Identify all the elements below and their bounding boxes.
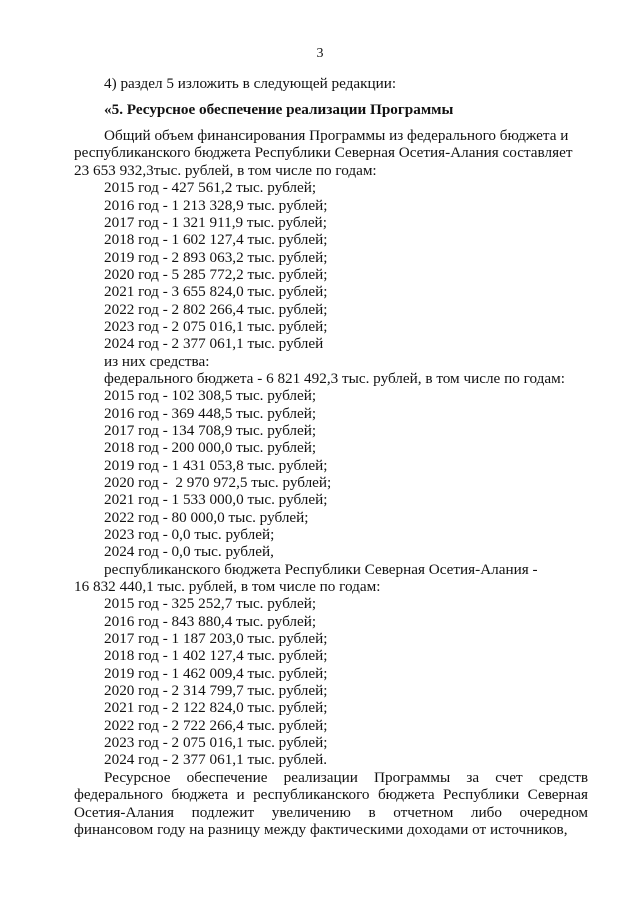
federal-year-line: 2021 год - 1 533 000,0 тыс. рублей; [104, 491, 328, 508]
total-year-line: 2023 год - 2 075 016,1 тыс. рублей; [104, 318, 328, 335]
republic-year-line: 2020 год - 2 314 799,7 тыс. рублей; [104, 682, 328, 699]
section-heading: «5. Ресурсное обеспечение реализации Программы [104, 101, 454, 118]
total-year-line: 2016 год - 1 213 328,9 тыс. рублей; [104, 197, 328, 214]
total-year-line: 2018 год - 1 602 127,4 тыс. рублей; [104, 231, 328, 248]
federal-heading: федерального бюджета - 6 821 492,3 тыс. рублей, в том числе по годам: [104, 370, 565, 387]
republic-year-line: 2018 год - 1 402 127,4 тыс. рублей; [104, 647, 328, 664]
republic-year-line: 2016 год - 843 880,4 тыс. рублей; [104, 613, 317, 630]
intro-line-1: Общий объем финансирования Программы из федерального бюджета и [104, 127, 569, 144]
federal-year-line: 2020 год - 2 970 972,5 тыс. рублей; [104, 474, 332, 491]
republic-heading-line-2: 16 832 440,1 тыс. рублей, в том числе по годам: [74, 578, 381, 595]
total-year-line: 2015 год - 427 561,2 тыс. рублей; [104, 179, 317, 196]
republic-year-line: 2024 год - 2 377 061,1 тыс. рублей. [104, 751, 328, 768]
federal-year-line: 2016 год - 369 448,5 тыс. рублей; [104, 405, 317, 422]
total-year-line: 2020 год - 5 285 772,2 тыс. рублей; [104, 266, 328, 283]
federal-year-line: 2017 год - 134 708,9 тыс. рублей; [104, 422, 317, 439]
closing-paragraph: Ресурсное обеспечение реализации Программы за счет средств федерального бюджета и республиканского бюджета Республики Северная Осетия-Алания подлежит увеличению в отчетном либо очередном финансовом году на разницу между фактическими доходами от источников, [74, 769, 588, 838]
page-number: 3 [316, 46, 324, 61]
total-year-line: 2022 год - 2 802 266,4 тыс. рублей; [104, 301, 328, 318]
total-year-line: 2021 год - 3 655 824,0 тыс. рублей; [104, 283, 328, 300]
intro-line-3: 23 653 932,3тыс. рублей, в том числе по годам: [74, 162, 377, 179]
federal-year-line: 2024 год - 0,0 тыс. рублей, [104, 543, 274, 560]
federal-year-line: 2019 год - 1 431 053,8 тыс. рублей; [104, 457, 328, 474]
republic-heading-line-1: республиканского бюджета Республики Северная Осетия-Алания - [104, 561, 538, 578]
republic-year-line: 2017 год - 1 187 203,0 тыс. рублей; [104, 630, 328, 647]
republic-year-line: 2023 год - 2 075 016,1 тыс. рублей; [104, 734, 328, 751]
federal-year-line: 2023 год - 0,0 тыс. рублей; [104, 526, 275, 543]
republic-year-line: 2022 год - 2 722 266,4 тыс. рублей; [104, 717, 328, 734]
republic-year-line: 2021 год - 2 122 824,0 тыс. рублей; [104, 699, 328, 716]
item-4-text: 4) раздел 5 изложить в следующей редакции: [104, 75, 397, 92]
total-year-line: 2017 год - 1 321 911,9 тыс. рублей; [104, 214, 327, 231]
federal-year-line: 2015 год - 102 308,5 тыс. рублей; [104, 387, 317, 404]
federal-year-line: 2022 год - 80 000,0 тыс. рублей; [104, 509, 309, 526]
federal-year-line: 2018 год - 200 000,0 тыс. рублей; [104, 439, 317, 456]
republic-year-line: 2019 год - 1 462 009,4 тыс. рублей; [104, 665, 328, 682]
republic-year-line: 2015 год - 325 252,7 тыс. рублей; [104, 595, 317, 612]
of-which-label: из них средства: [104, 353, 210, 370]
total-year-line: 2019 год - 2 893 063,2 тыс. рублей; [104, 249, 328, 266]
intro-line-2: республиканского бюджета Республики Северная Осетия-Алания составляет [74, 144, 573, 161]
total-year-line: 2024 год - 2 377 061,1 тыс. рублей [104, 335, 324, 352]
